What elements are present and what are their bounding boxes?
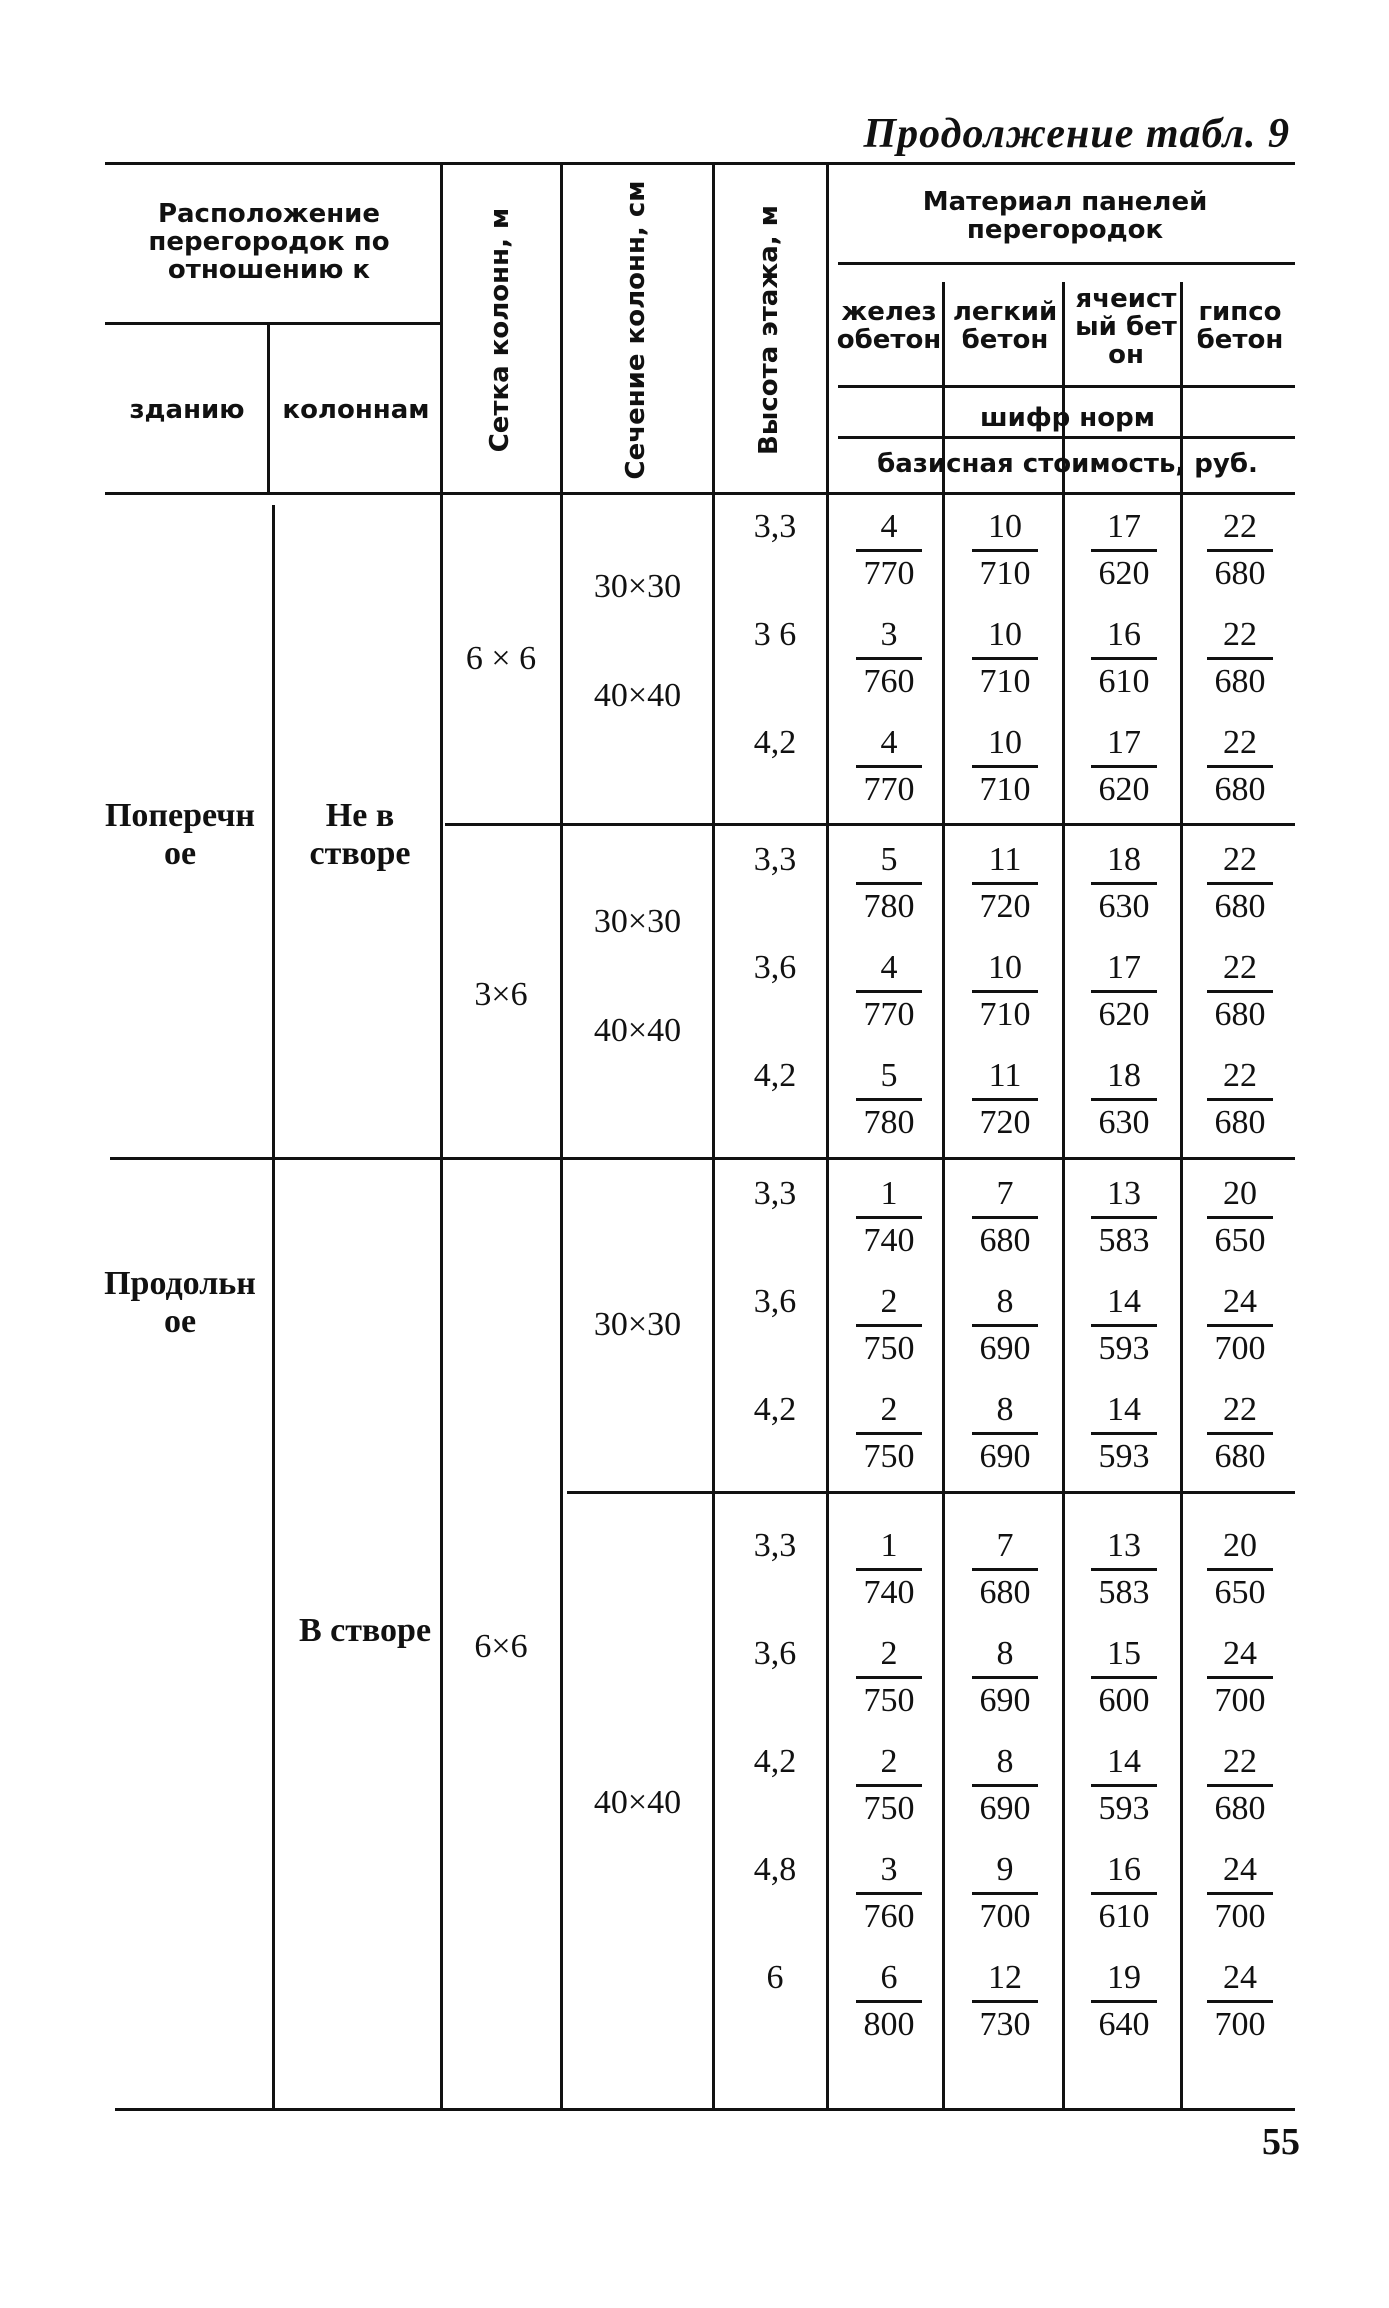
base-cost: 760: [863, 1898, 915, 1935]
rule-code: [838, 385, 1295, 388]
grid-value: 6×6: [474, 1628, 528, 1665]
height-value: 3,3: [753, 508, 797, 545]
norm-fraction: [960, 724, 1050, 810]
header-m1: железобетон: [836, 297, 942, 355]
norm-fraction: [1079, 1743, 1169, 1829]
norm-fraction: [1079, 1527, 1169, 1613]
columns-aligned: В створе: [298, 1612, 432, 1649]
norm-fraction: [1079, 724, 1169, 810]
norm-code: 14: [1091, 1391, 1157, 1435]
norm-fraction: [1079, 1851, 1169, 1937]
base-cost: 680: [1214, 1104, 1266, 1141]
height-value: 3,6: [753, 949, 797, 986]
grid-value: 3×6: [474, 976, 528, 1013]
base-cost: 630: [1098, 1104, 1150, 1141]
base-cost: 583: [1098, 1222, 1150, 1259]
norm-code: 7: [972, 1175, 1038, 1219]
norm-code: 10: [972, 724, 1038, 768]
norm-code: 24: [1207, 1283, 1273, 1327]
rule-grid-split: [445, 823, 1295, 826]
norm-code: 2: [856, 1743, 922, 1787]
norm-fraction: [844, 1391, 934, 1477]
columns-not-aligned: Не в створе: [309, 797, 411, 872]
norm-fraction: [844, 1851, 934, 1937]
base-cost: 720: [979, 1104, 1031, 1141]
norm-fraction: [1079, 1057, 1169, 1143]
base-cost: 650: [1214, 1222, 1266, 1259]
height-value: 4,2: [753, 724, 797, 761]
norm-code: 6: [856, 1959, 922, 2003]
norm-code: 3: [856, 1851, 922, 1895]
height-value: 3,6: [753, 1635, 797, 1672]
norm-code: 18: [1091, 841, 1157, 885]
header-placement: Расположение перегородок по отношению к: [148, 199, 390, 285]
norm-code: 10: [972, 949, 1038, 993]
norm-code: 8: [972, 1283, 1038, 1327]
header-m3: ячеистый бетон: [1075, 284, 1177, 370]
base-cost: 680: [1214, 663, 1266, 700]
base-cost: 610: [1098, 663, 1150, 700]
header-columns: колоннам: [282, 395, 430, 425]
header-material: Материал панелей перегородок: [922, 187, 1208, 245]
base-cost: 770: [863, 996, 915, 1033]
base-cost: 720: [979, 888, 1031, 925]
norm-code: 3: [856, 616, 922, 660]
base-cost: 780: [863, 888, 915, 925]
norm-fraction: [1195, 724, 1285, 810]
norm-fraction: [960, 1057, 1050, 1143]
section-value: 40×40: [593, 677, 682, 714]
norm-fraction: [844, 1743, 934, 1829]
norm-fraction: [960, 1527, 1050, 1613]
norm-code: 8: [972, 1743, 1038, 1787]
header-m4: гипсобетон: [1196, 297, 1284, 355]
norm-fraction: [1195, 949, 1285, 1035]
norm-code: 24: [1207, 1959, 1273, 2003]
norm-code: 2: [856, 1283, 922, 1327]
norm-code: 1: [856, 1527, 922, 1571]
base-cost: 690: [979, 1682, 1031, 1719]
norm-fraction: [844, 1283, 934, 1369]
norm-code: 16: [1091, 616, 1157, 660]
height-value: 4,2: [753, 1743, 797, 1780]
base-cost: 710: [979, 663, 1031, 700]
norm-code: 15: [1091, 1635, 1157, 1679]
rule-section-split: [567, 1491, 1295, 1494]
height-value: 4,2: [753, 1057, 797, 1094]
base-cost: 690: [979, 1438, 1031, 1475]
section-value: 30×30: [593, 568, 682, 605]
building-longitudinal: Продольное: [104, 1265, 256, 1340]
section-value: 30×30: [593, 1306, 682, 1343]
height-value: 3,3: [753, 1527, 797, 1564]
norm-fraction: [960, 1851, 1050, 1937]
base-cost: 680: [979, 1222, 1031, 1259]
norm-code: 12: [972, 1959, 1038, 2003]
base-cost: 700: [979, 1898, 1031, 1935]
rule-header-bottom: [105, 492, 1295, 495]
norm-code: 4: [856, 724, 922, 768]
norm-fraction: [1079, 508, 1169, 594]
base-cost: 710: [979, 771, 1031, 808]
base-cost: 593: [1098, 1790, 1150, 1827]
norm-fraction: [1195, 1527, 1285, 1613]
base-cost: 760: [863, 663, 915, 700]
norm-fraction: [1195, 1959, 1285, 2045]
base-cost: 680: [1214, 888, 1266, 925]
norm-code: 10: [972, 616, 1038, 660]
base-cost: 700: [1214, 1898, 1266, 1935]
building-transverse: Поперечное: [104, 797, 256, 872]
base-cost: 650: [1214, 1574, 1266, 1611]
page-number: 55: [1262, 2121, 1300, 2163]
base-cost: 710: [979, 996, 1031, 1033]
norm-code: 5: [856, 1057, 922, 1101]
norm-code: 11: [972, 841, 1038, 885]
norm-code: 13: [1091, 1527, 1157, 1571]
rule-bottom: [115, 2108, 1295, 2111]
vrule-grid: [560, 165, 563, 2108]
norm-code: 17: [1091, 724, 1157, 768]
norm-code: 22: [1207, 616, 1273, 660]
norm-code: 1: [856, 1175, 922, 1219]
norm-code: 17: [1091, 949, 1157, 993]
grid-value: 6 × 6: [465, 640, 537, 677]
norm-code: 4: [856, 949, 922, 993]
vrule-m1: [942, 282, 945, 2108]
base-cost: 583: [1098, 1574, 1150, 1611]
norm-fraction: [1079, 841, 1169, 927]
norm-code: 13: [1091, 1175, 1157, 1219]
continuation-caption: Продолжение табл. 9: [863, 111, 1290, 157]
base-cost: 690: [979, 1790, 1031, 1827]
norm-code: 11: [972, 1057, 1038, 1101]
norm-fraction: [844, 1527, 934, 1613]
norm-fraction: [844, 949, 934, 1035]
norm-fraction: [960, 841, 1050, 927]
section-value: 30×30: [593, 903, 682, 940]
vrule-columns: [440, 165, 443, 2108]
base-cost: 680: [1214, 996, 1266, 1033]
norm-code: 22: [1207, 508, 1273, 552]
norm-fraction: [1195, 616, 1285, 702]
norm-code: 19: [1091, 1959, 1157, 2003]
norm-code: 22: [1207, 1743, 1273, 1787]
norm-code: 14: [1091, 1743, 1157, 1787]
height-value: 4,2: [753, 1391, 797, 1428]
base-cost: 770: [863, 771, 915, 808]
base-cost: 620: [1098, 771, 1150, 808]
norm-code: 2: [856, 1635, 922, 1679]
base-cost: 750: [863, 1682, 915, 1719]
header-section: Сечение колонн, см: [621, 180, 651, 480]
norm-code: 14: [1091, 1283, 1157, 1327]
base-cost: 740: [863, 1222, 915, 1259]
norm-fraction: [960, 1635, 1050, 1721]
header-code: шифр норм: [980, 403, 1155, 433]
header-height: Высота этажа, м: [754, 205, 784, 455]
norm-fraction: [1079, 616, 1169, 702]
norm-fraction: [1079, 1175, 1169, 1261]
norm-fraction: [960, 1959, 1050, 2045]
header-cost: базисная стоимость, руб.: [877, 449, 1258, 479]
norm-fraction: [960, 1175, 1050, 1261]
norm-fraction: [1195, 1851, 1285, 1937]
base-cost: 680: [1214, 1790, 1266, 1827]
height-value: 3,3: [753, 1175, 797, 1212]
norm-fraction: [960, 949, 1050, 1035]
header-grid: Сетка колонн, м: [485, 207, 515, 453]
base-cost: 610: [1098, 1898, 1150, 1935]
vrule-building: [272, 505, 275, 2108]
base-cost: 700: [1214, 2006, 1266, 2043]
base-cost: 800: [863, 2006, 915, 2043]
rule-material: [838, 262, 1295, 265]
vrule-height: [826, 165, 829, 2108]
norm-fraction: [1195, 1743, 1285, 1829]
norm-code: 10: [972, 508, 1038, 552]
norm-code: 8: [972, 1635, 1038, 1679]
norm-code: 22: [1207, 724, 1273, 768]
norm-fraction: [960, 508, 1050, 594]
norm-code: 22: [1207, 1391, 1273, 1435]
norm-fraction: [1195, 841, 1285, 927]
height-value: 3,3: [753, 841, 797, 878]
norm-code: 20: [1207, 1175, 1273, 1219]
norm-code: 8: [972, 1391, 1038, 1435]
height-value: 3 6: [753, 616, 797, 653]
norm-fraction: [1195, 1391, 1285, 1477]
rule-group-split: [110, 1157, 1295, 1160]
base-cost: 680: [1214, 1438, 1266, 1475]
base-cost: 690: [979, 1330, 1031, 1367]
norm-code: 9: [972, 1851, 1038, 1895]
base-cost: 710: [979, 555, 1031, 592]
base-cost: 630: [1098, 888, 1150, 925]
norm-fraction: [844, 1057, 934, 1143]
vrule-section: [712, 165, 715, 2108]
norm-code: 5: [856, 841, 922, 885]
vrule-m3: [1180, 282, 1183, 2108]
vrule-building: [267, 322, 270, 494]
rule-top: [105, 162, 1295, 165]
base-cost: 750: [863, 1330, 915, 1367]
base-cost: 620: [1098, 555, 1150, 592]
base-cost: 700: [1214, 1682, 1266, 1719]
norm-code: 22: [1207, 949, 1273, 993]
norm-fraction: [844, 841, 934, 927]
rule-cost: [838, 436, 1295, 439]
base-cost: 593: [1098, 1330, 1150, 1367]
norm-fraction: [844, 1959, 934, 2045]
height-value: 4,8: [753, 1851, 797, 1888]
norm-fraction: [1195, 1635, 1285, 1721]
norm-fraction: [1079, 1391, 1169, 1477]
norm-fraction: [1195, 508, 1285, 594]
section-value: 40×40: [593, 1784, 682, 1821]
norm-fraction: [960, 1391, 1050, 1477]
norm-fraction: [960, 1283, 1050, 1369]
norm-code: 7: [972, 1527, 1038, 1571]
norm-code: 24: [1207, 1635, 1273, 1679]
base-cost: 600: [1098, 1682, 1150, 1719]
norm-fraction: [844, 724, 934, 810]
norm-fraction: [1079, 949, 1169, 1035]
rule-placement: [105, 322, 440, 325]
norm-fraction: [1079, 1283, 1169, 1369]
base-cost: 750: [863, 1438, 915, 1475]
section-value: 40×40: [593, 1012, 682, 1049]
norm-code: 4: [856, 508, 922, 552]
norm-code: 16: [1091, 1851, 1157, 1895]
height-value: 3,6: [753, 1283, 797, 1320]
norm-code: 20: [1207, 1527, 1273, 1571]
norm-fraction: [844, 508, 934, 594]
norm-fraction: [1079, 1959, 1169, 2045]
base-cost: 700: [1214, 1330, 1266, 1367]
norm-fraction: [1195, 1175, 1285, 1261]
base-cost: 740: [863, 1574, 915, 1611]
norm-code: 22: [1207, 841, 1273, 885]
base-cost: 640: [1098, 2006, 1150, 2043]
norm-fraction: [844, 1635, 934, 1721]
norm-code: 17: [1091, 508, 1157, 552]
base-cost: 680: [979, 1574, 1031, 1611]
base-cost: 730: [979, 2006, 1031, 2043]
header-building: зданию: [129, 395, 245, 425]
norm-fraction: [960, 1743, 1050, 1829]
norm-fraction: [960, 616, 1050, 702]
base-cost: 680: [1214, 771, 1266, 808]
norm-code: 24: [1207, 1851, 1273, 1895]
norm-fraction: [844, 616, 934, 702]
base-cost: 680: [1214, 555, 1266, 592]
header-m2: легкий бетон: [952, 297, 1058, 355]
norm-fraction: [1195, 1057, 1285, 1143]
height-value: 6: [766, 1959, 784, 1996]
norm-fraction: [1079, 1635, 1169, 1721]
norm-fraction: [1195, 1283, 1285, 1369]
norm-code: 2: [856, 1391, 922, 1435]
base-cost: 780: [863, 1104, 915, 1141]
norm-code: 18: [1091, 1057, 1157, 1101]
norm-code: 22: [1207, 1057, 1273, 1101]
base-cost: 593: [1098, 1438, 1150, 1475]
base-cost: 750: [863, 1790, 915, 1827]
vrule-m2: [1062, 282, 1065, 2108]
base-cost: 770: [863, 555, 915, 592]
norm-fraction: [844, 1175, 934, 1261]
base-cost: 620: [1098, 996, 1150, 1033]
